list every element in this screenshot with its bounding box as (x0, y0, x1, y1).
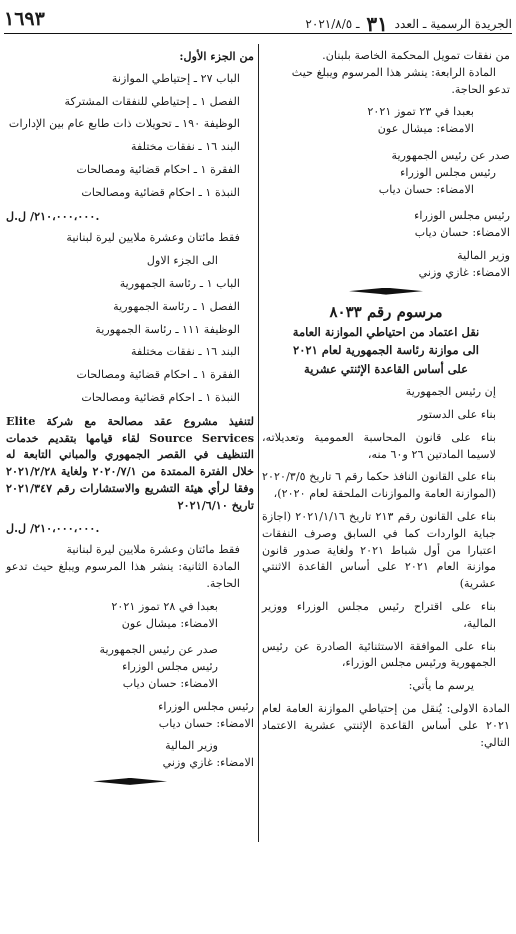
text-line: تدعو الحاجة. (451, 82, 510, 96)
part-title: من الجزء الأول: (179, 49, 254, 63)
budget-line: الفقرة ١ ـ احكام قضائية ومصالحات (76, 162, 240, 176)
preamble-line: إن رئيس الجمهورية (405, 385, 496, 399)
amount-words: فقط مائتان وعشرة ملايين ليرة لبنانية (66, 231, 240, 245)
journal-masthead (305, 12, 512, 36)
column-divider (258, 44, 259, 842)
signatory-title: رئيس مجلس الوزراء (122, 660, 218, 674)
budget-line: الوظيفة ١١١ ـ رئاسة الجمهورية (95, 322, 240, 336)
issued-by: صدر عن رئيس الجمهورية (391, 148, 510, 162)
signatory-title: رئيس مجلس الوزراء (414, 209, 510, 223)
part-title: الى الجزء الاول (146, 254, 218, 268)
article-four: المادة الرابعة: ينشر هذا المرسوم ويبلغ حيث (291, 65, 496, 79)
text-line: من نفقات تمويل المحكمة الخاصة بلبنان. (322, 49, 510, 62)
section-divider (93, 778, 167, 785)
budget-line: الباب ١ ـ رئاسة الجمهورية (119, 276, 240, 290)
signatory-title: وزير المالية (457, 248, 510, 262)
signatory-title: رئيس مجلس الوزراء (158, 699, 254, 713)
decree-subtitle-line: نقل اعتماد من احتياطي الموازنة العامة (292, 325, 480, 340)
amount-figure: ٢١٠،٠٠٠،٠٠٠/ ل.ل. (6, 520, 100, 535)
budget-line: الفصل ١ ـ إحتياطي للنفقات المشتركة (64, 94, 240, 108)
page-number: ١٦٩٣ (4, 8, 45, 30)
place-date: بعبدا في ٢٨ تموز ٢٠٢١ (111, 599, 218, 613)
signature: الامضاء: حسان دياب (158, 716, 254, 730)
preamble-line: بناء على الدستور (417, 408, 496, 422)
signature: الامضاء: ميشال عون (377, 122, 474, 136)
issue-date: ـ ٢٠٢١/٨/٥ (305, 17, 360, 31)
budget-line: النبذة ١ ـ احكام قضائية ومصالحات (81, 185, 240, 199)
budget-line: الفصل ١ ـ رئاسة الجمهورية (113, 299, 240, 313)
budget-line: البند ١٦ ـ نفقات مختلفة (130, 345, 240, 359)
amount-words: فقط مائتان وعشرة ملايين ليرة لبنانية (66, 543, 240, 557)
preamble-paragraph: بناء على القانون رقم ٢١٣ تاريخ ٢٠٢١/١/١٦ (اجازة جباية الواردات كما في السابق وصرف النفقات اعتبارا من أول شباط ٢٠٢١ ولغاية صدور قانون موازنة العام ٢٠٢١ على أساس القاعدة الاثنتي عشرية) (262, 510, 496, 591)
issue-number: ٣١ (366, 12, 388, 36)
right-column (262, 48, 510, 751)
issued-by: صدر عن رئيس الجمهورية (99, 643, 218, 657)
decrees-line: يرسم ما يأتي: (408, 679, 474, 693)
preamble-paragraph: بناء على القانون النافذ حكما رقم ٦ تاريخ ٢٠٢٠/٣/٥ (الموازنة العامة والموازنات الملحقة لعام ٢٠٢٠)، (262, 470, 496, 501)
article-one: المادة الاولى: يُنقل من إحتياطي الموازنة العامة لعام ٢٠٢١ على أساس القاعدة الإثنتي عشرية الاعتماد التالي: (262, 701, 510, 749)
left-column (6, 48, 254, 791)
decree-subtitle-line: الى موازنة رئاسة الجمهورية لعام ٢٠٢١ (293, 343, 479, 358)
budget-line: الباب ٢٧ ـ إحتياطي الموازنة (111, 71, 240, 85)
page-header (4, 4, 512, 34)
place-date: بعبدا في ٢٣ تموز ٢٠٢١ (367, 105, 474, 119)
signature: الامضاء: حسان دياب (378, 182, 474, 196)
signature: الامضاء: حسان دياب (122, 676, 218, 690)
signature: الامضاء: ميشال عون (121, 616, 218, 630)
signatory-title: وزير المالية (165, 739, 218, 753)
article-two: المادة الثانية: ينشر هذا المرسوم ويبلغ حيث تدعو الحاجة. (6, 560, 240, 590)
decree-title: مرسوم رقم ٨٠٣٣ (329, 302, 443, 321)
journal-title: الجريدة الرسمية ـ العدد (394, 17, 512, 31)
signature: الامضاء: غازي وزني (162, 756, 254, 770)
decree-subtitle-line: على أساس القاعدة الإثنتي عشرية (304, 361, 468, 376)
signatory-title: رئيس مجلس الوزراء (400, 165, 496, 179)
budget-line: الوظيفة ١٩٠ ـ تحويلات ذات طابع عام بين الإدارات (8, 117, 240, 131)
amount-figure: ٢١٠،٠٠٠،٠٠٠/ ل.ل. (6, 208, 100, 223)
budget-line: النبذة ١ ـ احكام قضائية ومصالحات (81, 390, 240, 404)
preamble-paragraph: بناء على قانون المحاسبة العمومية وتعديلاته، لاسيما المادتين ٢٦ و٦٠ منه، (262, 430, 496, 461)
preamble-paragraph: بناء على اقتراح رئيس مجلس الوزراء ووزير المالية، (262, 600, 496, 630)
signature: الامضاء: حسان دياب (414, 226, 510, 240)
section-divider (349, 288, 423, 295)
signature: الامضاء: غازي وزني (418, 265, 510, 279)
preamble-paragraph: بناء على الموافقة الاستثنائية الصادرة عن رئيس الجمهورية ورئيس مجلس الوزراء، (262, 639, 496, 670)
budget-line: الفقرة ١ ـ احكام قضائية ومصالحات (76, 368, 240, 382)
purpose-paragraph: لتنفيذ مشروع عقد مصالحة مع شركة Elite Source Services لقاء قيامها بتقديم خدمات التنظيف في القصر الجمهوري والمباني التابعة له خلال الفترة الممتدة من ٢٠٢٠/٧/١ ولغاية ٢٠٢١/٢/٢٨ وفقا لرأي هيئة التشريع والاستشارات رقم ٢٠٢١/٣٤٧ تاريخ ٢٠٢١/٦/١٠ (6, 413, 255, 512)
budget-line: البند ١٦ ـ نفقات مختلفة (130, 140, 240, 154)
decree-subtitle (262, 323, 510, 378)
